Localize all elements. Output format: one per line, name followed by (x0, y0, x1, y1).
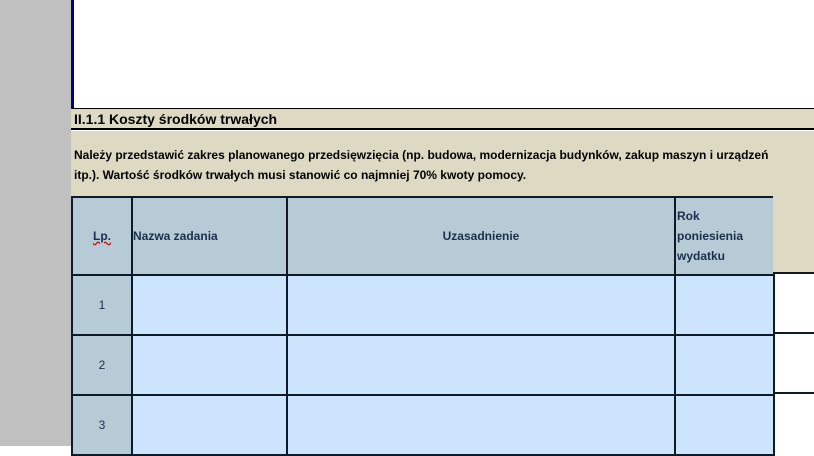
row-rok-cell[interactable] (675, 335, 774, 395)
row-lp-cell: 2 (72, 335, 132, 395)
row-nazwa-cell[interactable] (132, 335, 287, 395)
row-nazwa-cell[interactable] (132, 275, 287, 335)
header-nazwa-zadania: Nazwa zadania (132, 197, 287, 275)
table-row (72, 395, 774, 455)
table-row (72, 275, 774, 335)
table-row (72, 335, 774, 395)
row-rok-cell[interactable] (675, 395, 774, 455)
row-nazwa-cell[interactable] (132, 395, 287, 455)
right-filler (773, 196, 814, 446)
right-filler-gridline (773, 392, 814, 394)
row-uzasadnienie-cell[interactable] (287, 275, 675, 335)
row-lp-cell: 1 (72, 275, 132, 335)
row-rok-cell[interactable] (675, 275, 774, 335)
description-line-2: itp.). Wartość środków trwałych musi stanowić co najmniej 70% kwoty pomocy. (74, 168, 527, 182)
table-header-row (72, 197, 774, 275)
header-uzasadnienie: Uzasadnienie (287, 197, 675, 275)
header-rok-line-3: wydatku (677, 249, 726, 263)
left-gray-margin (0, 0, 71, 446)
section-description (71, 131, 814, 196)
description-line-1: Należy przedstawić zakres planowanego przedsięwzięcia (np. budowa, modernizacja budynków, zakup maszyn i urządzeń (74, 148, 769, 162)
header-lp (72, 197, 132, 275)
header-rok-line-1: Rok (677, 209, 700, 223)
header-rok-poniesienia-wydatku (675, 197, 774, 275)
right-filler-header (773, 196, 814, 274)
row-lp-cell: 3 (72, 395, 132, 455)
row-uzasadnienie-cell[interactable] (287, 335, 675, 395)
blank-area (74, 0, 814, 108)
right-filler-gridline (773, 332, 814, 334)
row-uzasadnienie-cell[interactable] (287, 395, 675, 455)
header-lp-label: Lp. (93, 229, 111, 243)
section-title: II.1.1 Koszty środków trwałych (71, 108, 814, 130)
fixed-assets-table (71, 196, 775, 456)
header-rok-line-2: poniesienia (677, 229, 744, 243)
